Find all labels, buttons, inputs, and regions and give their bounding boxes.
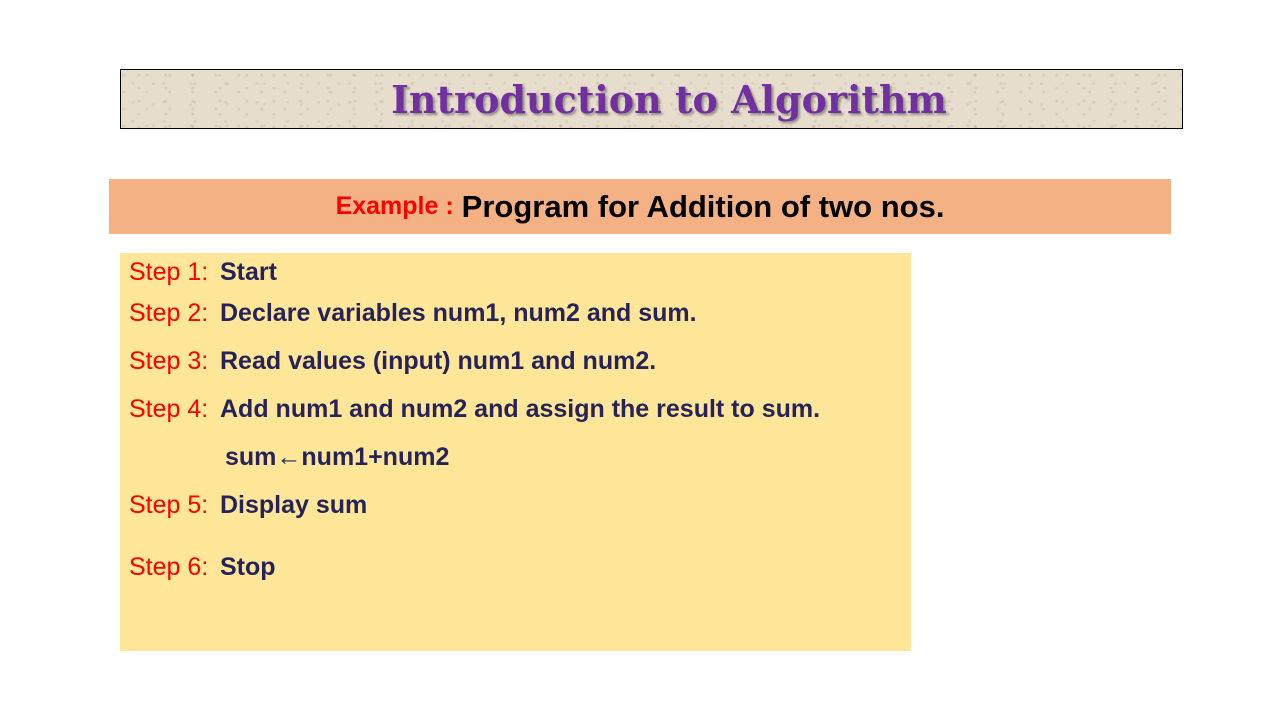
step-text: Declare variables num1, num2 and sum. (220, 299, 697, 327)
step-label: Step 6: (129, 553, 209, 581)
step-label: Step 1: (129, 258, 209, 286)
step-label: Step 3: (129, 347, 209, 375)
step-label: Step 4: (129, 395, 209, 423)
step-4 (129, 394, 820, 424)
step-text: Stop (220, 553, 276, 581)
title-banner (120, 69, 1183, 129)
step-2 (129, 298, 697, 328)
step-label: Step 5: (129, 491, 209, 519)
example-label: Example : (335, 192, 454, 220)
example-bar (109, 179, 1171, 234)
step-5 (129, 490, 367, 520)
step-3 (129, 346, 656, 376)
step-text: Add num1 and num2 and assign the result to sum. (220, 395, 821, 423)
step-text: Display sum (220, 491, 368, 519)
formula-line: sum←num1+num2 (225, 443, 450, 471)
step-6 (129, 552, 276, 582)
step-text: Start (220, 258, 277, 286)
step-label: Step 2: (129, 299, 209, 327)
steps-box (120, 253, 911, 651)
example-description: Program for Addition of two nos. (461, 188, 945, 224)
step-text: Read values (input) num1 and num2. (220, 347, 657, 375)
step-1 (129, 257, 277, 287)
slide-title: Introduction to Algorithm (391, 76, 947, 122)
